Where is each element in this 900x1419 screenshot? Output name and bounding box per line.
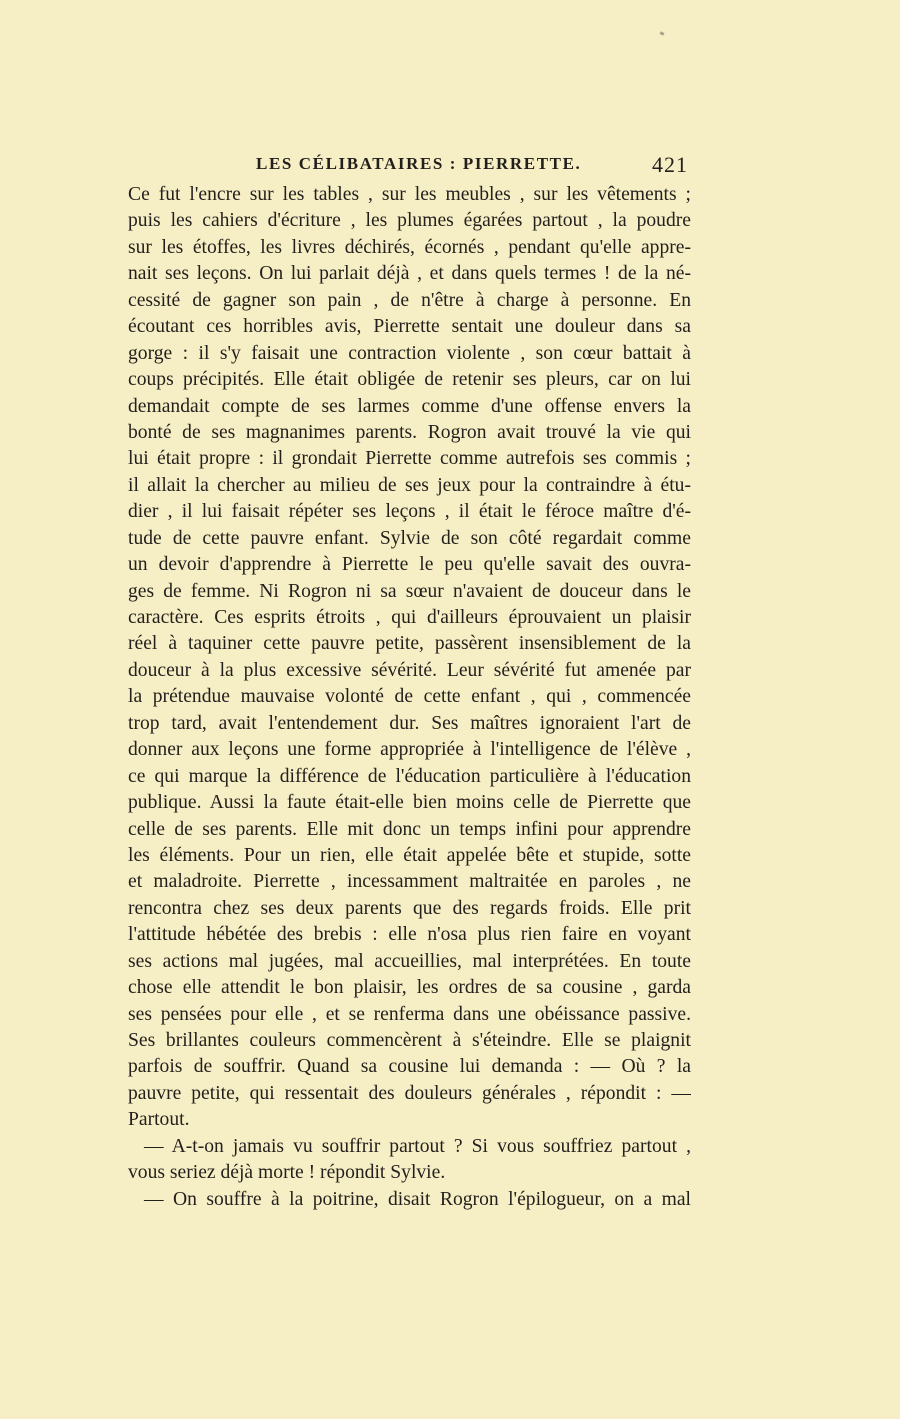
text-line: nait ses leçons. On lui parlait déjà , et dans quels termes ! de la né- <box>128 263 691 285</box>
text-line: — A-t-on jamais vu souffrir partout ? Si vous souffriez partout , <box>144 1135 691 1157</box>
running-title: LES CÉLIBATAIRES : PIERRETTE. <box>256 154 582 173</box>
body-text <box>128 182 691 1213</box>
text-line: Ses brillantes couleurs commencèrent à s'éteindre. Elle se plaignit <box>128 1030 691 1051</box>
text-line: chose elle attendit le bon plaisir, les ordres de sa cousine , garda <box>128 977 691 999</box>
text-line: vous seriez déjà morte ! répondit Sylvie. <box>128 1162 446 1184</box>
text-line: un devoir d'apprendre à Pierrette le peu qu'elle savait des ouvra- <box>128 554 691 576</box>
text-line: Ce fut l'encre sur les tables , sur les meubles , sur les vêtements ; <box>128 184 691 205</box>
text-line: et maladroite. Pierrette , incessamment maltraitée en paroles , ne <box>128 871 691 893</box>
page-number: 421 <box>652 152 688 177</box>
text-line: gorge : il s'y faisait une contraction violente , son cœur battait à <box>128 342 691 364</box>
text-line: trop tard, avait l'entendement dur. Ses maîtres ignoraient l'art de <box>128 712 691 734</box>
text-line: ses actions mal jugées, mal accueillies, mal interprétées. En toute <box>128 950 691 972</box>
text-line: parfois de souffrir. Quand sa cousine lui demanda : — Où ? la <box>128 1056 691 1078</box>
text-line: lui était propre : il grondait Pierrette comme autrefois ses commis ; <box>128 448 691 470</box>
text-line: puis les cahiers d'écriture , les plumes égarées partout , la poudre <box>128 210 691 232</box>
text-line: la prétendue mauvaise volonté de cette enfant , qui , commencée <box>128 686 691 708</box>
text-line: caractère. Ces esprits étroits , qui d'ailleurs éprouvaient un plaisir <box>128 607 691 628</box>
text-line: ce qui marque la différence de l'éducation particulière à l'éducation <box>128 765 691 787</box>
text-line: dier , il lui faisait répéter ses leçons , il était le féroce maître d'é- <box>128 501 691 523</box>
text-line: ges de femme. Ni Rogron ni sa sœur n'avaient de douceur dans le <box>128 580 691 602</box>
text-line: cessité de gagner son pain , de n'être à charge à personne. En <box>128 289 691 311</box>
text-line: l'attitude hébétée des brebis : elle n'osa plus rien faire en voyant <box>128 924 691 946</box>
text-line: bonté de ses magnanimes parents. Rogron avait trouvé la vie qui <box>128 421 691 443</box>
text-line: les éléments. Pour un rien, elle était appelée bête et stupide, sotte <box>128 844 691 866</box>
text-line: tude de cette pauvre enfant. Sylvie de son côté regardait comme <box>128 527 691 549</box>
text-line: publique. Aussi la faute était-elle bien moins celle de Pierrette que <box>128 792 691 814</box>
text-line: sur les étoffes, les livres déchirés, écornés , pendant qu'elle appre- <box>128 236 691 258</box>
text-line: demandait compte de ses larmes comme d'une offense envers la <box>128 395 691 417</box>
text-line: Partout. <box>128 1109 190 1131</box>
paper-speck <box>660 31 665 36</box>
text-line: — On souffre à la poitrine, disait Rogron l'épilogueur, on a mal <box>144 1188 691 1210</box>
text-line: celle de ses parents. Elle mit donc un temps infini pour apprendre <box>128 818 691 840</box>
text-line: ses pensées pour elle , et se renferma dans une obéissance passive. <box>128 1003 691 1025</box>
text-line: pauvre petite, qui ressentait des douleurs générales , répondit : — <box>128 1082 691 1104</box>
text-line: douceur à la plus excessive sévérité. Leur sévérité fut amenée par <box>128 659 691 681</box>
text-line: réel à taquiner cette pauvre petite, passèrent insensiblement de la <box>128 633 691 655</box>
text-line: écoutant ces horribles avis, Pierrette sentait une douleur dans sa <box>128 316 691 338</box>
text-line: il allait la chercher au milieu de ses jeux pour la contraindre à étu- <box>128 474 691 496</box>
text-line: donner aux leçons une forme appropriée à l'intelligence de l'élève , <box>128 739 691 761</box>
text-line: rencontra chez ses deux parents que des regards froids. Elle prit <box>128 897 691 919</box>
text-line: coups précipités. Elle était obligée de retenir ses pleurs, car on lui <box>128 369 691 391</box>
page-header <box>128 154 688 184</box>
